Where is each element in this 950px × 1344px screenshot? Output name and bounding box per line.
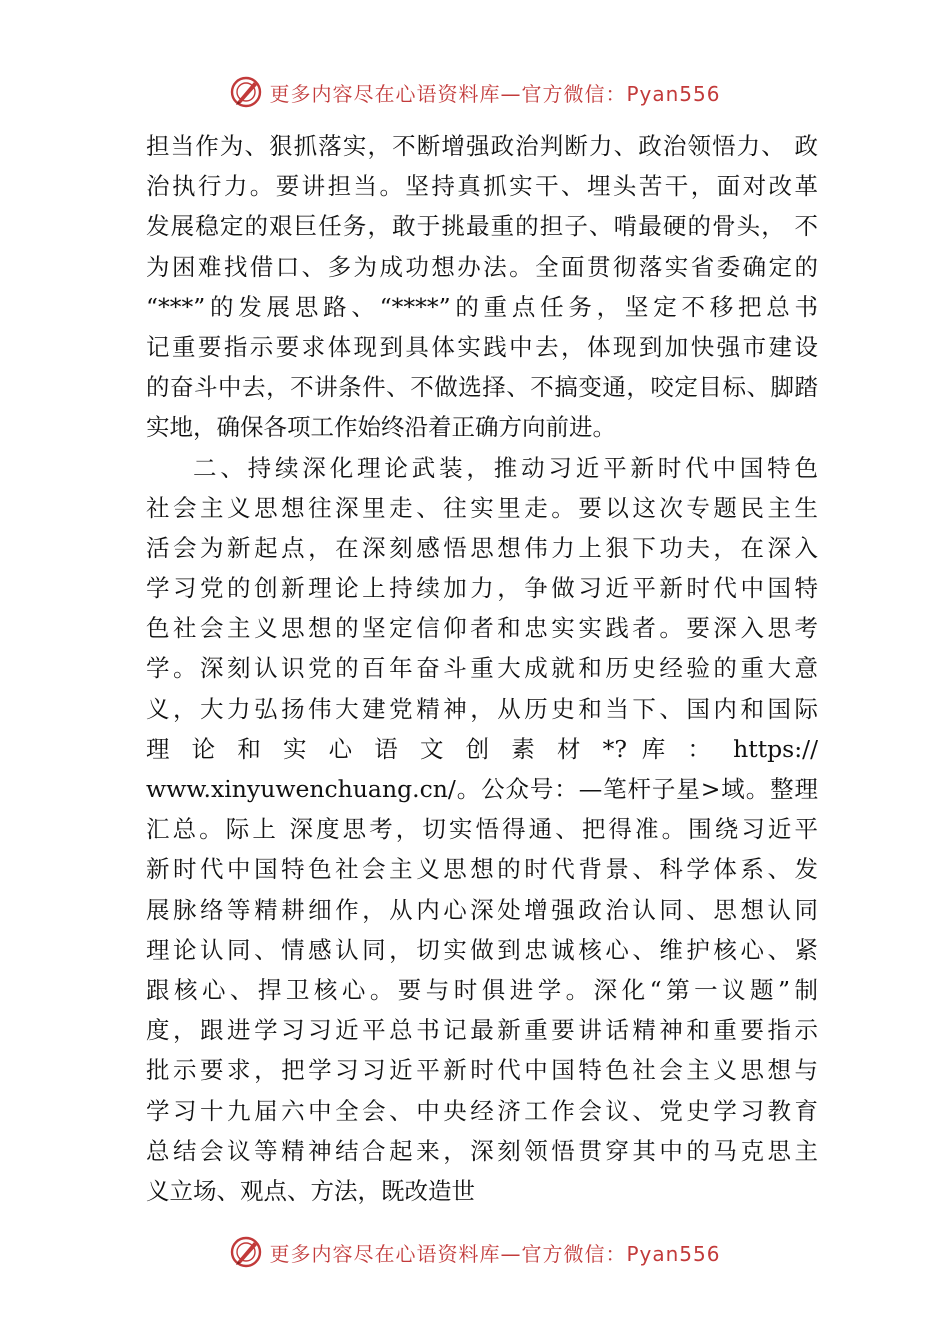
body-line: 发展稳定的艰巨任务，敢于挑最重的担子、啃最硬的骨头， 不: [146, 212, 818, 241]
body-line: 度，跟进学习习近平总书记最新重要讲话精神和重要指示: [146, 1016, 818, 1045]
banner-text: 更多内容尽在心语资料库—官方微信：Pyan556: [269, 1241, 721, 1266]
body-line: 总结会议等精神结合起来，深刻领悟贯穿其中的马克思主: [146, 1136, 818, 1165]
footer-banner: [0, 1232, 950, 1272]
body-line: 展脉络等精耕细作，从内心深处增强政治认同、思想认同: [146, 895, 818, 924]
body-line: 汇总。际上 深度思考，切实悟得通、把得准。围绕习近平: [146, 815, 818, 844]
body-line: 社会主义思想往深里走、往实里走。要以这次专题民主生: [146, 493, 818, 522]
body-line: 学习党的创新理论上持续加力，争做习近平新时代中国特: [146, 574, 818, 603]
body-line: 批示要求，把学习习近平新时代中国特色社会主义思想与: [146, 1056, 818, 1085]
body-line: 新时代中国特色社会主义思想的时代背景、科学体系、发: [146, 855, 818, 884]
body-line: 的奋斗中去，不讲条件、不做选择、不搞变通，咬定目标、脚踏: [146, 373, 818, 402]
body-line: 义，大力弘扬伟大建党精神，从历史和当下、国内和国际: [146, 694, 818, 723]
pen-circle-icon: [229, 75, 263, 109]
body-line: 记重要指示要求体现到具体实践中去，体现到加快强市建设: [146, 332, 818, 361]
body-line: www.xinyuwenchuang.cn/。公众号：—笔杆子星>域。整理: [146, 775, 818, 803]
body-line: 学习十九届六中全会、中央经济工作会议、党史学习教育: [146, 1096, 818, 1125]
body-line: 跟核心、捍卫核心。要与时俱进学。深化“第一议题”制: [146, 975, 818, 1004]
body-line: 义立场、观点、方法，既改造世: [146, 1176, 475, 1205]
pen-circle-icon: [229, 1235, 263, 1269]
body-line: 活会为新起点，在深刻感悟思想伟力上狠下功夫，在深入: [146, 533, 818, 562]
paragraph-start-line: 二、持续深化理论武装，推动习近平新时代中国特色: [193, 453, 818, 482]
body-line: 担当作为、狠抓落实，不断增强政治判断力、政治领悟力、 政: [146, 132, 818, 160]
banner-text: 更多内容尽在心语资料库—官方微信：Pyan556: [269, 81, 721, 106]
body-line: 理论认同、情感认同，切实做到忠诚核心、维护核心、紧: [146, 935, 818, 964]
body-line: 理 论 和 实 心 语 文 创 素 材 *? 库 ： https://: [146, 734, 818, 763]
body-line: 色社会主义思想的坚定信仰者和忠实实践者。要深入思考: [146, 614, 818, 643]
body-line: 实地，确保各项工作始终沿着正确方向前进。: [146, 413, 616, 442]
header-banner: [0, 72, 950, 112]
body-line: “***”的发展思路、“****”的重点任务，坚定不移把总书: [146, 292, 818, 321]
body-line: 治执行力。要讲担当。坚持真抓实干、埋头苦干，面对改革: [146, 172, 818, 201]
document-body: [146, 126, 818, 1211]
body-line: 学。深刻认识党的百年奋斗重大成就和历史经验的重大意: [146, 654, 818, 683]
body-line: 为困难找借口、多为成功想办法。全面贯彻落实省委确定的: [146, 252, 818, 281]
